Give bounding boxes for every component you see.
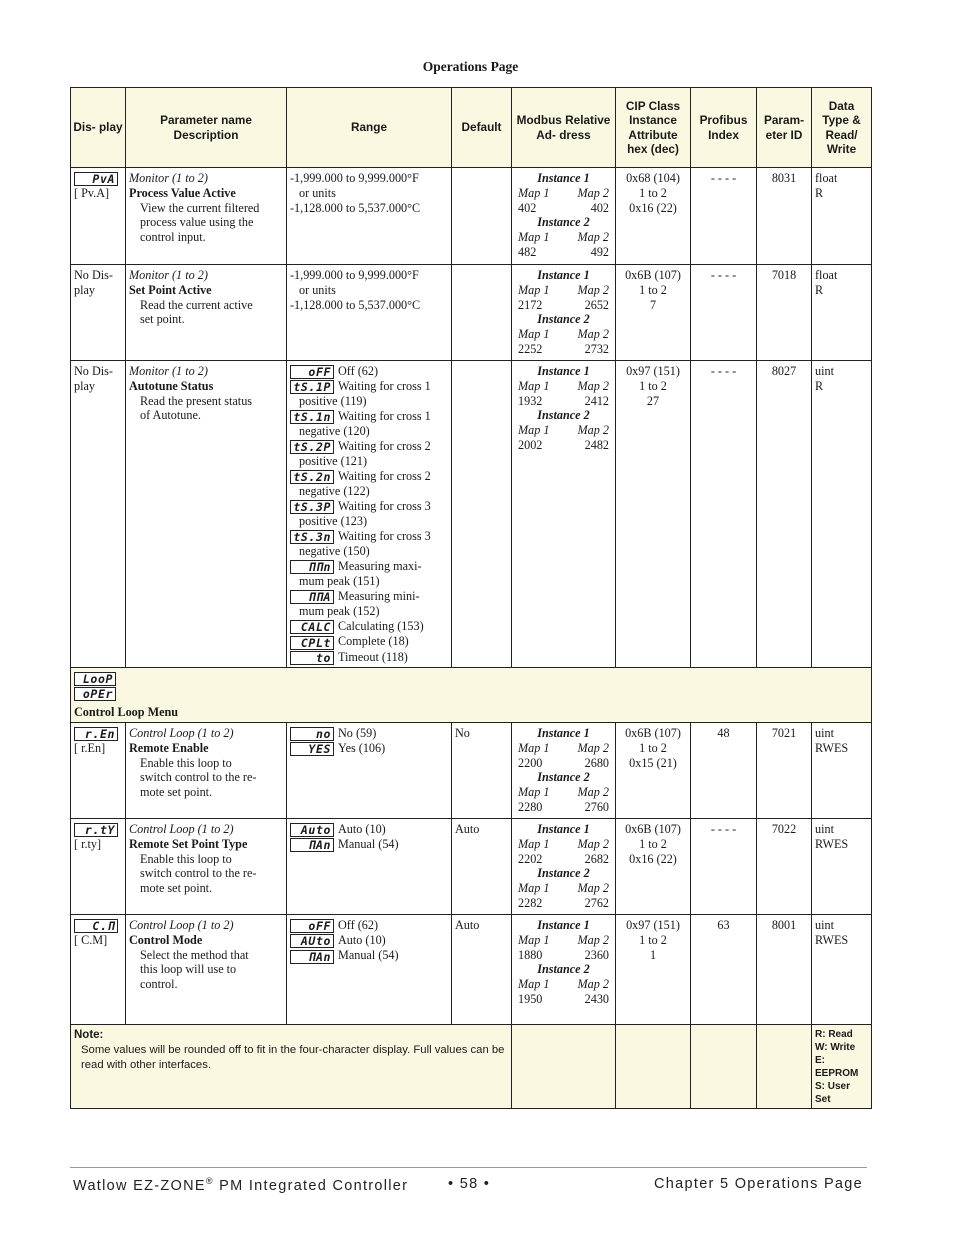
modbus-instance: Instance 2: [537, 215, 590, 230]
range-cell: oFF Off (62) tS.1P Waiting for cross 1 positive (119) tS.1n Waiting for cross 1 negative (120) tS.2P Waiting for cross 2 positive (121) tS.2n Waiting for cross 2 negative (122) tS.3P Waiting for cross 3 positive (123) tS.3n Waiting for cross 3 negative (150) ΠΠn Measuring maxi- mum peak (151) ΠΠA Measuring mini- mum peak (152) CALC Calculating (153) CPLt Complete (18) to Timeout (118): [287, 361, 452, 668]
modbus-address: 2760: [584, 800, 609, 814]
parameter-desc: switch control to the re-: [140, 866, 257, 881]
modbus-instance: Instance 2: [537, 962, 590, 977]
cip-attribute: 1: [649, 947, 657, 962]
read-write: RWES: [815, 836, 849, 851]
range-cell: [287, 723, 452, 819]
profibus-cell: - - - -: [691, 361, 757, 668]
default-cell: [452, 361, 512, 668]
lcd-display: r.En: [74, 727, 118, 741]
modbus-instance: Instance 1: [537, 918, 590, 933]
modbus-address: 1932: [518, 393, 543, 408]
map-label: Map 1: [518, 740, 550, 755]
parameter-desc: this loop will use to: [140, 962, 237, 977]
modbus-address: 1880: [518, 947, 543, 962]
parameter-name: Remote Enable: [129, 740, 209, 755]
modbus-instance: Instance 1: [537, 726, 590, 741]
lcd-display: tS.1n: [290, 410, 334, 424]
cip-class: 0x97 (151): [626, 918, 680, 933]
lcd-display: PvA: [74, 172, 118, 186]
map-label: Map 1: [518, 378, 550, 393]
modbus-address: 2200: [518, 755, 543, 770]
modbus-address: 2252: [518, 341, 543, 356]
lcd-display: tS.3P: [290, 500, 334, 514]
data-type-cell: [812, 723, 872, 819]
default-cell: Auto: [452, 819, 512, 915]
map-label: Map 1: [518, 423, 550, 438]
parameter-desc: Enable this loop to: [140, 755, 232, 770]
parameter-cell: [126, 361, 287, 668]
cip-attribute: 0x16 (22): [629, 200, 677, 215]
param-id-cell: 7021: [757, 723, 812, 819]
range-option: no No (59): [290, 726, 448, 741]
cip-attribute: 0x15 (21): [629, 755, 677, 770]
modbus-instance: Instance 1: [537, 171, 590, 185]
lcd-display: tS.1P: [290, 380, 334, 394]
modbus-cell: [512, 723, 616, 819]
modbus-instance: Instance 1: [537, 268, 590, 282]
default-cell: [452, 265, 512, 361]
modbus-address: 2732: [584, 341, 609, 356]
parameter-cell: [126, 265, 287, 361]
parameter-scope: Control Loop (1 to 2): [129, 726, 234, 741]
parameter-desc: mote set point.: [140, 881, 213, 896]
cip-cell: [616, 361, 691, 668]
table-row: [71, 168, 872, 265]
data-type: float: [815, 268, 838, 282]
header-row: [71, 88, 872, 168]
lcd-display: tS.2n: [290, 470, 334, 484]
col-header-data-type: Data Type & Read/ Write: [812, 88, 872, 168]
map-label: Map 1: [518, 836, 550, 851]
range-option: Auto Auto (10): [290, 822, 448, 837]
map-label: Map 1: [518, 282, 550, 297]
display-code: [ r.ty]: [74, 837, 102, 852]
parameter-name: Remote Set Point Type: [129, 836, 248, 851]
read-write: RWES: [815, 932, 849, 947]
lcd-display: oFF: [290, 365, 334, 379]
page-number: • 58 •: [448, 1176, 491, 1192]
table-row: [71, 723, 872, 819]
lcd-display: Auto: [290, 823, 334, 837]
map-label: Map 2: [577, 836, 609, 851]
display-cell: [71, 168, 126, 265]
modbus-address: 2430: [584, 992, 609, 1006]
modbus-address: 2762: [584, 896, 609, 910]
data-type-cell: [812, 819, 872, 915]
modbus-address: 402: [590, 200, 609, 215]
range-option: tS.1n Waiting for cross 1: [290, 409, 448, 424]
parameter-cell: [126, 915, 287, 1025]
cip-cell: [616, 265, 691, 361]
profibus-cell: - - - -: [691, 168, 757, 265]
modbus-address: 492: [590, 244, 609, 259]
range-option: tS.2n Waiting for cross 2: [290, 469, 448, 484]
modbus-instance: Instance 2: [537, 866, 590, 881]
range-option: AUto Auto (10): [290, 933, 448, 948]
range-option: tS.1P Waiting for cross 1: [290, 379, 448, 394]
param-id-cell: 8001: [757, 915, 812, 1025]
data-type-cell: [812, 168, 872, 265]
note-title: Note:: [74, 1029, 104, 1042]
menu-row: [71, 667, 872, 722]
map-label: Map 2: [577, 185, 609, 200]
parameter-cell: [126, 819, 287, 915]
default-cell: [452, 168, 512, 265]
default-cell: No: [452, 723, 512, 819]
range-option: ΠAn Manual (54): [290, 948, 448, 963]
cip-instance: 1 to 2: [639, 740, 667, 755]
lcd-display: LooP: [74, 672, 116, 686]
param-id-cell: 8027: [757, 361, 812, 668]
range-text: -1,128.000 to 5,537.000°C: [290, 200, 421, 215]
parameter-desc: control input.: [140, 230, 206, 245]
lcd-display: ΠΠA: [290, 590, 334, 604]
map-label: Map 2: [577, 423, 609, 438]
modbus-address: 2360: [584, 947, 609, 962]
lcd-display: ΠΠn: [290, 560, 334, 574]
range-option: CPLt Complete (18): [290, 634, 448, 649]
parameter-desc: control.: [140, 977, 178, 992]
display-code: [ Pv.A]: [74, 186, 110, 201]
cip-cell: [616, 819, 691, 915]
lcd-display: to: [290, 651, 334, 665]
map-label: Map 1: [518, 932, 550, 947]
range-cell: [287, 915, 452, 1025]
display-cell: [71, 723, 126, 819]
modbus-instance: Instance 1: [537, 364, 590, 378]
parameter-desc: Read the current active: [140, 297, 253, 312]
col-header-modbus: Modbus Relative Ad- dress: [512, 88, 616, 168]
map-label: Map 2: [577, 327, 609, 342]
profibus-cell: 63: [691, 915, 757, 1025]
cip-attribute: 27: [646, 393, 660, 408]
modbus-address: 1950: [518, 992, 543, 1006]
modbus-address: 2680: [584, 755, 609, 770]
cip-instance: 1 to 2: [639, 836, 667, 851]
rw-legend: R: Read W: Write E: EEPROM S: User Set: [812, 1025, 872, 1109]
parameter-cell: [126, 168, 287, 265]
cip-attribute: 7: [649, 297, 657, 312]
data-type-cell: [812, 915, 872, 1025]
lcd-display: AUto: [290, 934, 334, 948]
read-write: RWES: [815, 740, 849, 755]
range-cell: [287, 265, 452, 361]
range-text: -1,128.000 to 5,537.000°C: [290, 297, 421, 312]
cip-class: 0x6B (107): [625, 726, 681, 741]
modbus-address: 402: [518, 200, 537, 215]
parameter-desc: of Autotune.: [140, 408, 201, 423]
page-title: Operations Page: [422, 59, 519, 74]
parameter-desc: set point.: [140, 312, 185, 327]
range-option: tS.3P Waiting for cross 3: [290, 499, 448, 514]
parameter-scope: Monitor (1 to 2): [129, 171, 208, 185]
map-label: Map 2: [577, 230, 609, 245]
col-header-display: Dis- play: [71, 88, 126, 168]
parameter-desc: switch control to the re-: [140, 770, 257, 785]
display-cell: [71, 819, 126, 915]
data-type: uint: [815, 364, 834, 378]
range-option: to Timeout (118): [290, 650, 448, 665]
menu-title: Control Loop Menu: [74, 705, 179, 720]
range-cell: [287, 168, 452, 265]
data-type: uint: [815, 918, 834, 933]
map-label: Map 1: [518, 185, 550, 200]
modbus-address: 2412: [584, 393, 609, 408]
col-header-default: Default: [452, 88, 512, 168]
cip-cell: [616, 168, 691, 265]
display-cell: [71, 915, 126, 1025]
footer-divider: [70, 1167, 867, 1168]
map-label: Map 2: [577, 378, 609, 393]
lcd-display: C.Π: [74, 919, 118, 933]
map-label: Map 2: [577, 932, 609, 947]
cip-instance: 1 to 2: [639, 282, 667, 297]
lcd-display: oPEr: [74, 687, 116, 701]
note-empty-cell: [757, 1025, 812, 1109]
map-label: Map 1: [518, 881, 550, 896]
map-label: Map 1: [518, 327, 550, 342]
col-header-profibus: Profibus Index: [691, 88, 757, 168]
range-text: or units: [299, 185, 336, 200]
parameter-scope: Monitor (1 to 2): [129, 268, 208, 282]
modbus-instance: Instance 2: [537, 770, 590, 785]
cip-class: 0x6B (107): [625, 268, 681, 282]
range-option: oFF Off (62): [290, 364, 448, 379]
range-text: -1,999.000 to 9,999.000°F: [290, 171, 419, 185]
parameter-desc: process value using the: [140, 215, 254, 230]
range-option: ΠΠn Measuring maxi-: [290, 559, 448, 574]
lcd-display: CALC: [290, 620, 334, 634]
profibus-cell: 48: [691, 723, 757, 819]
range-cell: [287, 819, 452, 915]
modbus-address: 2202: [518, 851, 543, 866]
modbus-instance: Instance 2: [537, 408, 590, 423]
display-cell: No Dis- play: [71, 361, 126, 668]
modbus-cell: [512, 168, 616, 265]
param-id-cell: 7022: [757, 819, 812, 915]
param-id-cell: 7018: [757, 265, 812, 361]
map-label: Map 2: [577, 881, 609, 896]
lcd-display: YES: [290, 742, 334, 756]
cip-class: 0x6B (107): [625, 822, 681, 837]
display-code: [ r.En]: [74, 741, 106, 756]
cip-instance: 1 to 2: [639, 932, 667, 947]
range-option: ΠΠA Measuring mini-: [290, 589, 448, 604]
profibus-cell: - - - -: [691, 265, 757, 361]
read-write: R: [815, 185, 824, 200]
note-row: [71, 1025, 872, 1109]
lcd-display: ΠAn: [290, 950, 334, 964]
table-row: [71, 819, 872, 915]
parameter-scope: Control Loop (1 to 2): [129, 822, 234, 837]
modbus-address: 2682: [584, 851, 609, 866]
parameter-desc: mote set point.: [140, 785, 213, 800]
parameter-cell: [126, 723, 287, 819]
parameter-name: Process Value Active: [129, 185, 236, 200]
modbus-address: 2172: [518, 297, 543, 312]
map-label: Map 2: [577, 282, 609, 297]
note-body: Some values will be rounded off to fit in the four-character display. Full values can be read with other interfaces.: [81, 1043, 505, 1072]
table-row: [71, 265, 872, 361]
cip-instance: 1 to 2: [639, 378, 667, 393]
cip-cell: [616, 915, 691, 1025]
modbus-address: 2652: [584, 297, 609, 312]
data-type-cell: [812, 265, 872, 361]
col-header-cip: CIP Class Instance Attribute hex (dec): [616, 88, 691, 168]
lcd-display: ΠAn: [290, 838, 334, 852]
map-label: Map 2: [577, 977, 609, 992]
range-option: YES Yes (106): [290, 741, 448, 756]
map-label: Map 1: [518, 785, 550, 800]
note-empty-cell: [512, 1025, 616, 1109]
col-header-parameter: Parameter name Description: [126, 88, 287, 168]
lcd-display: no: [290, 727, 334, 741]
table-row: [71, 915, 872, 1025]
range-option: tS.2P Waiting for cross 2: [290, 439, 448, 454]
profibus-cell: - - - -: [691, 819, 757, 915]
modbus-cell: [512, 915, 616, 1025]
map-label: Map 1: [518, 977, 550, 992]
data-type-cell: [812, 361, 872, 668]
menu-cell: [71, 667, 872, 722]
note-empty-cell: [691, 1025, 757, 1109]
data-type: uint: [815, 726, 834, 741]
parameter-scope: Control Loop (1 to 2): [129, 918, 234, 933]
data-type: float: [815, 171, 838, 185]
parameter-desc: Enable this loop to: [140, 851, 232, 866]
cip-instance: 1 to 2: [639, 185, 667, 200]
read-write: R: [815, 282, 824, 297]
map-label: Map 2: [577, 785, 609, 800]
modbus-cell: [512, 361, 616, 668]
footer-chapter: Chapter 5 Operations Page: [654, 1176, 864, 1192]
lcd-display: tS.2P: [290, 440, 334, 454]
modbus-address: 2280: [518, 800, 543, 814]
display-code: [ C.M]: [74, 933, 108, 948]
cip-class: 0x97 (151): [626, 364, 680, 378]
lcd-display: r.tY: [74, 823, 118, 837]
display-cell: No Dis- play: [71, 265, 126, 361]
data-type: uint: [815, 822, 834, 837]
cip-class: 0x68 (104): [626, 171, 680, 185]
modbus-cell: [512, 819, 616, 915]
parameter-desc: Read the present status: [140, 393, 253, 408]
parameter-table: [70, 87, 872, 1109]
col-header-range: Range: [287, 88, 452, 168]
parameter-desc: View the current filtered: [140, 200, 260, 215]
cip-attribute: 0x16 (22): [629, 851, 677, 866]
range-text: or units: [299, 282, 336, 297]
col-header-param-id: Param- eter ID: [757, 88, 812, 168]
modbus-address: 2282: [518, 896, 543, 910]
range-text: -1,999.000 to 9,999.000°F: [290, 268, 419, 282]
parameter-scope: Monitor (1 to 2): [129, 364, 208, 378]
cip-cell: [616, 723, 691, 819]
range-option: CALC Calculating (153): [290, 619, 448, 634]
modbus-cell: [512, 265, 616, 361]
note-cell: [71, 1025, 512, 1109]
range-option: ΠAn Manual (54): [290, 837, 448, 852]
parameter-name: Set Point Active: [129, 282, 212, 297]
map-label: Map 2: [577, 740, 609, 755]
modbus-instance: Instance 1: [537, 822, 590, 837]
note-empty-cell: [616, 1025, 691, 1109]
parameter-name: Autotune Status: [129, 378, 214, 393]
lcd-display: CPLt: [290, 636, 334, 650]
table-row: [71, 361, 872, 668]
parameter-name: Control Mode: [129, 932, 203, 947]
modbus-address: 482: [518, 244, 537, 259]
map-label: Map 1: [518, 230, 550, 245]
lcd-display: oFF: [290, 919, 334, 933]
read-write: R: [815, 378, 824, 393]
parameter-desc: Select the method that: [140, 947, 249, 962]
param-id-cell: 8031: [757, 168, 812, 265]
modbus-address: 2002: [518, 437, 543, 452]
lcd-display: tS.3n: [290, 530, 334, 544]
default-cell: Auto: [452, 915, 512, 1025]
range-option: oFF Off (62): [290, 918, 448, 933]
range-option: tS.3n Waiting for cross 3: [290, 529, 448, 544]
modbus-address: 2482: [584, 437, 609, 452]
footer-product: Watlow EZ-ZONE® PM Integrated Controller: [73, 1176, 409, 1194]
modbus-instance: Instance 2: [537, 312, 590, 327]
